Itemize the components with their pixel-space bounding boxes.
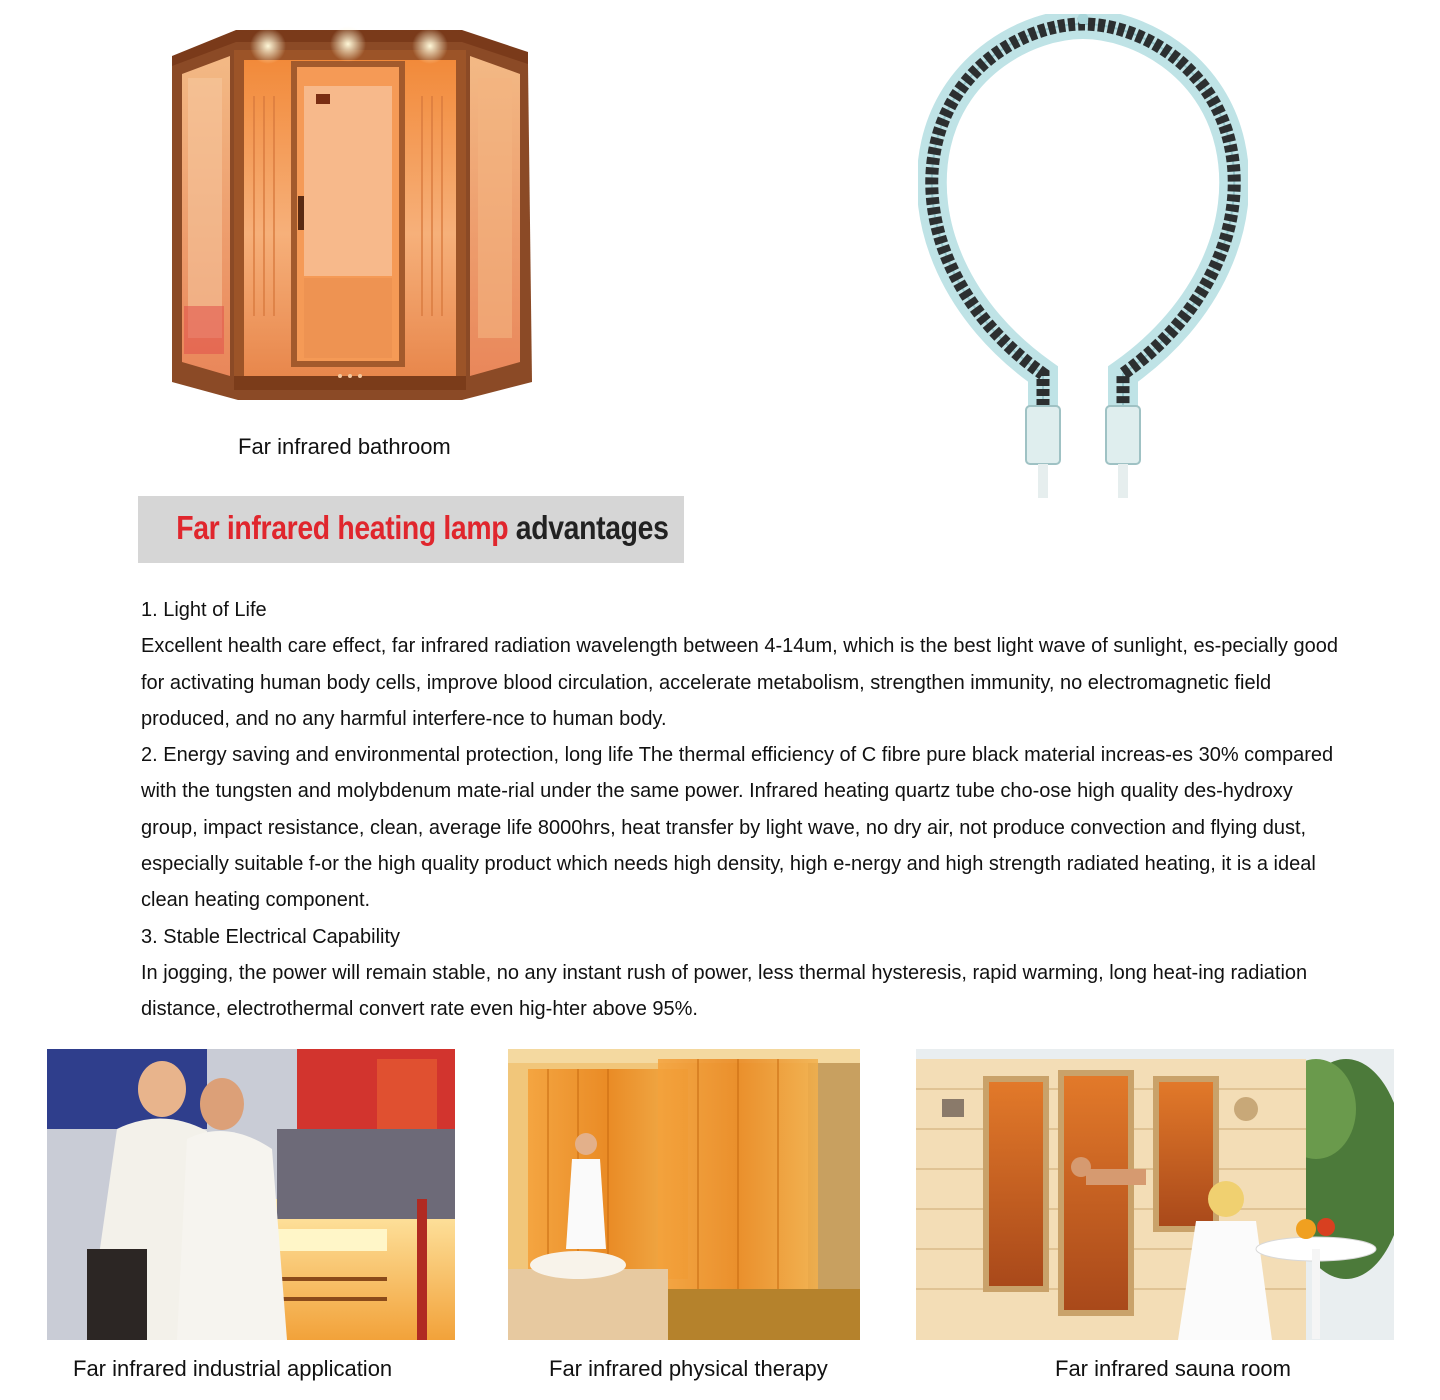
bathroom-caption: Far infrared bathroom bbox=[238, 434, 451, 459]
banner-title bbox=[176, 509, 669, 547]
advantage-heading-1: 1. Light of Life bbox=[141, 599, 267, 621]
physical-therapy-image bbox=[508, 1049, 860, 1340]
advantages-text bbox=[141, 592, 1341, 1028]
sauna-caption: Far infrared sauna room bbox=[1055, 1356, 1291, 1381]
advantage-paragraph-2: 2. Energy saving and environmental protection, long life The thermal efficiency of C fibre pure black material increas-es 30% compared with the tungsten and molybdenum mate-rial under the same power. Infrared heating quartz tube cho-ose high quality des-hydroxy group, impact resistance, clean, average life 8000hrs, heat transfer by light wave, no dry air, not produce convection and flying dust, especially suitable f-or the high quality product which needs high density, high e-nergy and high strength radiated heating, it is a ideal clean heating component. bbox=[141, 744, 1334, 912]
sauna-room-image bbox=[916, 1049, 1394, 1340]
far-infrared-bathroom-image bbox=[168, 16, 533, 404]
advantage-heading-3: 3. Stable Electrical Capability bbox=[141, 925, 401, 948]
industrial-caption: Far infrared industrial application bbox=[73, 1356, 393, 1381]
advantage-paragraph-1: Excellent health care effect, far infrared radiation wavelength between 4-14um, which is the best light wave of sunlight, es-pecially good for activating human body cells, improve blood circulation, accelerate metabolism, strengthen immunity, no electromagnetic field produced, and no any harmful interfere-nce to human body. bbox=[141, 635, 1338, 730]
banner-rest: advantages bbox=[508, 509, 669, 546]
banner-highlight: Far infrared heating lamp bbox=[176, 509, 509, 546]
industrial-application-image bbox=[47, 1049, 455, 1340]
therapy-caption: Far infrared physical therapy bbox=[549, 1356, 828, 1381]
advantage-paragraph-3: In jogging, the power will remain stable, no any instant rush of power, less thermal hysteresis, rapid warming, long heat-ing radiation distance, electrothermal convert rate even hig-hter above 95%. bbox=[141, 961, 1308, 1021]
advantages-banner bbox=[138, 496, 684, 563]
heating-lamp-image bbox=[918, 14, 1248, 498]
